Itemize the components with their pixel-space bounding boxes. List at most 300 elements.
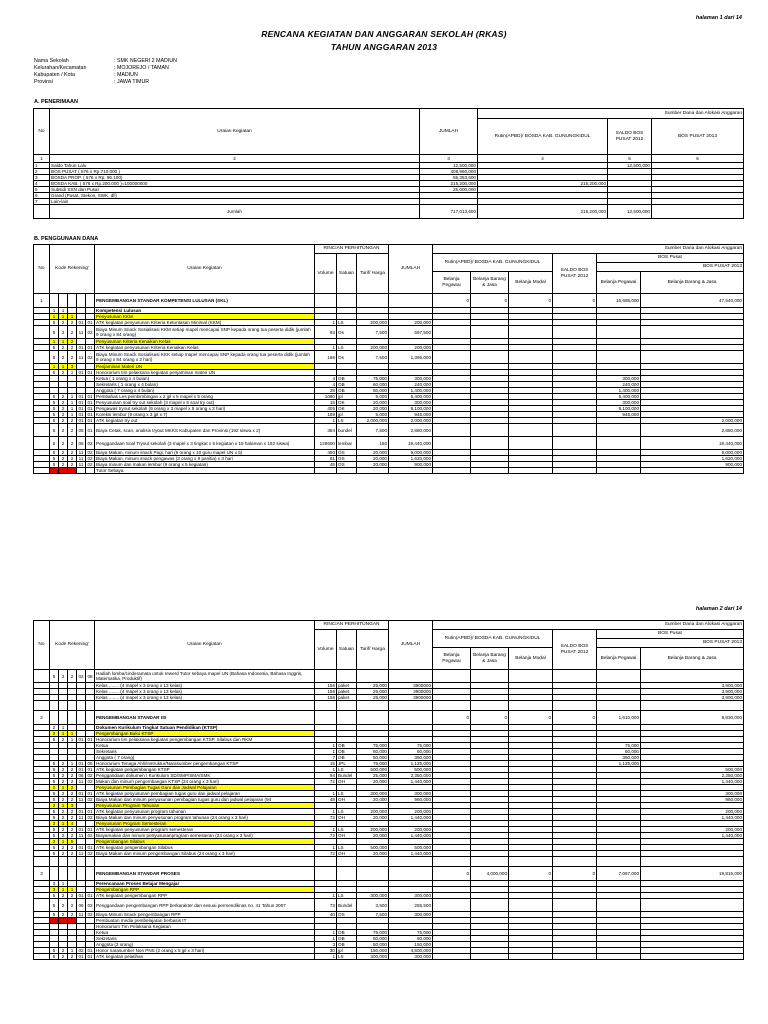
cell-satuan: paket <box>337 695 357 701</box>
cell-uraian: ATK kegiatan pengembangan Silabus <box>95 845 315 851</box>
cell-kode: 01 <box>78 320 84 325</box>
cell-uraian: Pengawas tryout sekolah (9 orang x 3 mapel x 5 orang x 3 hari) <box>95 406 315 412</box>
cell-tarif: 200,000 <box>357 827 389 833</box>
cell-volume <box>315 857 337 867</box>
col-rutin: Rutin(APBD)/ BOSDA KAB. GUNUNGKIDUL <box>433 254 553 272</box>
cell-kode: 1 <box>68 400 77 406</box>
cell-bos-barang: 9,000,000 <box>641 450 744 456</box>
cell-kode: 1 <box>68 406 77 412</box>
cell-kode: 2 <box>68 773 77 779</box>
col-no: No <box>34 621 50 670</box>
cell-rutin-barang <box>471 437 509 450</box>
total-rutin: 215,200,000 <box>478 205 608 219</box>
cell-kode: 5 <box>68 839 77 845</box>
cell-jumlah: 300,000 <box>389 954 433 960</box>
cell-kode: 01 <box>87 954 93 959</box>
cell-kode: 5 <box>50 791 59 797</box>
cell-kode <box>59 867 68 881</box>
col-tarif: Tarif/ Harga <box>357 254 389 294</box>
cell-kode: 1 <box>50 339 59 345</box>
cell-kode <box>59 701 68 711</box>
document-title: RENCANA KEGIATAN DAN ANGGARAN SEKOLAH (RKAS) <box>261 29 507 39</box>
cell-kode: 11 <box>77 797 86 803</box>
cell-uraian: ATK kegiatan penyusunan program tahunan <box>95 809 315 815</box>
cell-volume: 3 <box>315 942 337 948</box>
cell-bos-barang: 3,900,000 <box>641 689 744 695</box>
cell-satuan: jpl <box>337 948 357 954</box>
cell-rutin-barang <box>471 468 509 474</box>
cell-kode: 01 <box>78 400 84 405</box>
cell-kode: 2 <box>59 948 68 954</box>
cell-tarif: 200,000 <box>357 345 389 351</box>
cell-tarif: 2,000,000 <box>357 418 389 424</box>
cell-volume: 1 <box>315 791 337 797</box>
cell-rutin-modal <box>509 899 553 912</box>
cell-satuan: OH <box>337 851 357 857</box>
cell-jumlah: 2,350,000 <box>389 773 433 779</box>
cell-kode: 2 <box>59 797 68 803</box>
cell-kode <box>86 711 95 725</box>
cell-kode: 02 <box>87 912 93 917</box>
cell-rutin-pegawai <box>433 326 471 339</box>
cell-bos-pegawai: 240,000 <box>597 382 641 388</box>
cell-kode: 01 <box>87 767 93 772</box>
cell-bos-barang: 500,000 <box>641 767 744 773</box>
col-number: 2 <box>50 155 420 163</box>
cell-jumlah: 1,395,000 <box>389 351 433 364</box>
cell-jumlah: 200,000 <box>389 809 433 815</box>
cell-satuan: OB <box>337 388 357 394</box>
cell-bos-barang <box>641 326 744 339</box>
cell-uraian: Honorarium Tim Pelaksana Kegiatan <box>95 924 315 930</box>
cell-uraian: Dokumen Kurikulum Tingkat Satuan Pendidikan (KTSP) <box>95 725 315 731</box>
cell-rutin-modal <box>509 670 553 683</box>
cell-jumlah <box>389 857 433 867</box>
cell-volume: 405 <box>315 406 337 412</box>
cell-rutin-modal: 0 <box>509 294 553 308</box>
cell-bos-pegawai: 300,000 <box>597 400 641 406</box>
cell-rutin-modal <box>509 701 553 711</box>
cell-kode: 2 <box>59 406 68 412</box>
cell-kode: 1 <box>59 339 68 345</box>
cell-bos-barang: 2,880,000 <box>641 424 744 437</box>
cell-satuan <box>337 867 357 881</box>
table-row <box>34 351 744 364</box>
cell-kode: 01 <box>87 737 93 742</box>
cell-kode: 11 <box>77 450 86 456</box>
cell-rutin-barang <box>471 670 509 683</box>
cell-volume: 156 <box>315 683 337 689</box>
cell-kode: 02 <box>86 899 95 912</box>
cell-rutin-modal: 0 <box>509 711 553 725</box>
cell-tarif <box>357 857 389 867</box>
cell-kode: 2 <box>50 803 59 809</box>
cell-no: 6 <box>34 193 50 199</box>
cell-kode: 5 <box>50 450 59 456</box>
cell-kode: 1 <box>50 308 59 314</box>
cell-kode: 5 <box>50 412 59 418</box>
cell-volume: 156 <box>315 689 337 695</box>
cell-tarif: 3,500 <box>357 899 389 912</box>
cell-kode: 2 <box>59 412 68 418</box>
cell-jumlah: 2,880,000 <box>389 424 433 437</box>
cell-jumlah: 215,200,000 <box>420 181 478 187</box>
cell-jumlah: 2,000,000 <box>389 418 433 424</box>
cell-jumlah: 200,000 <box>389 345 433 351</box>
cell-kode: 01 <box>86 424 95 437</box>
cell-kode: 2 <box>59 899 68 912</box>
cell-bos-barang: 3,900,000 <box>641 683 744 689</box>
cell-kode: 02 <box>86 351 95 364</box>
cell-bos-pegawai: 75,000 <box>597 743 641 749</box>
cell-bos-pegawai: 16,685,000 <box>597 294 641 308</box>
cell-uraian: ATK kegiatan penyusunan Kriteria Kenaikan Kelas <box>95 345 315 351</box>
cell-kode: 01 <box>78 954 84 959</box>
cell-satuan: OS <box>337 462 357 468</box>
cell-rutin-barang: 4,000,000 <box>471 867 509 881</box>
cell-volume <box>315 670 337 683</box>
cell-satuan: OK <box>337 400 357 406</box>
cell-bos-pegawai <box>597 857 641 867</box>
cell-kode <box>86 468 95 474</box>
cell-kode <box>68 867 77 881</box>
cell-no <box>34 351 50 364</box>
cell-kode <box>77 294 86 308</box>
cell-satuan: OH <box>337 815 357 821</box>
cell-satuan: LS <box>337 845 357 851</box>
cell-kode: 2 <box>68 827 77 833</box>
cell-uraian: ATK kegiatan penyusunan program semesteran <box>95 827 315 833</box>
cell-jumlah <box>389 867 433 881</box>
cell-kode: 2 <box>68 424 77 437</box>
cell-satuan: lembar <box>337 437 357 450</box>
cell-kode: 11 <box>77 779 86 785</box>
info-value: : SMK NEGERI 2 MADIUN <box>114 58 177 64</box>
total-row <box>34 205 744 219</box>
col-uraian: Uraian Kegiatan <box>95 245 315 294</box>
cell-kode: 02 <box>87 773 93 778</box>
section-a-title: A. PENERIMAAN <box>34 99 79 105</box>
cell-volume: 1 <box>315 767 337 773</box>
cell-kode: 2 <box>59 326 68 339</box>
cell-bos-pegawai: 300,000 <box>597 376 641 382</box>
cell-kode: 5 <box>50 893 59 899</box>
cell-kode: 5 <box>50 418 59 424</box>
cell-kode: 01 <box>87 827 93 832</box>
cell-kode: 3 <box>68 803 77 809</box>
cell-volume: 1 <box>315 845 337 851</box>
cell-satuan: LS <box>337 791 357 797</box>
cell-bos-barang <box>641 899 744 912</box>
cell-kode: 1 <box>68 370 77 376</box>
cell-uraian: Honor narasumber Non PNS (2 orang x 5 jpl x 3 hari) <box>95 948 315 954</box>
cell-satuan: paket <box>337 683 357 689</box>
cell-kode: 2 <box>59 370 68 376</box>
cell-jumlah: 255,500 <box>389 899 433 912</box>
cell-kode: 5 <box>50 462 59 468</box>
cell-jumlah: 3900000 <box>389 695 433 701</box>
cell-uraian: Penyusunan Program Tahunan <box>95 803 315 809</box>
cell-tarif: 500,000 <box>357 845 389 851</box>
cell-kode: 1 <box>59 887 68 893</box>
cell-tarif: 50,000 <box>357 755 389 761</box>
cell-rutin-pegawai: 0 <box>433 711 471 725</box>
cell-kode: 1 <box>59 731 68 737</box>
cell-tarif <box>357 294 389 308</box>
cell-jumlah: 75,000 <box>389 743 433 749</box>
cell-kode: 2 <box>68 320 77 326</box>
cell-uraian: ATK kegiatan penyusunan Kriteria Ketuntasan Minimal (KKM) <box>95 320 315 326</box>
cell-kode: 2 <box>59 893 68 899</box>
cell-no: 1 <box>34 294 50 308</box>
cell-kode: 11 <box>77 912 86 918</box>
cell-volume: 1 <box>315 743 337 749</box>
cell-rutin-pegawai <box>433 424 471 437</box>
cell-uraian: Hadiah lomba/cinderamata untuk rewerd Tutor sebaya mapel UN (Bahasa Indonesia, Bahasa Inggris, Matematika, Produktif) <box>95 670 315 683</box>
cell-jumlah: 900,000 <box>389 462 433 468</box>
cell-uraian: Honorarium tim pelaksana kegiatan pengembangan KTSP, Silabus dan RKM <box>95 737 315 743</box>
cell-kode: 1 <box>59 364 68 370</box>
cell-tarif: 20,000 <box>357 450 389 456</box>
cell-kode <box>50 701 59 711</box>
cell-kode: 5 <box>50 400 59 406</box>
header-row <box>34 621 744 630</box>
cell-uraian: Penjaminan Materi UN <box>95 364 315 370</box>
table-row <box>34 294 744 308</box>
cell-kode: 02 <box>87 456 93 461</box>
cell-kode: 01 <box>78 845 84 850</box>
cell-saldo: 0 <box>553 294 597 308</box>
cell-volume: 384 <box>315 424 337 437</box>
cell-uraian: Kelas ........ (4 mapel x 3 orang x 13 kelas) <box>95 695 315 701</box>
cell-jumlah: 60,000 <box>389 749 433 755</box>
cell-kode: 5 <box>50 767 59 773</box>
col-bos-pusat: BOS Pusat <box>597 254 744 263</box>
cell-satuan: OS <box>337 450 357 456</box>
cell-uraian: Anggota (3 orang) <box>95 942 315 948</box>
cell-rutin-pegawai <box>433 351 471 364</box>
cell-volume: 1 <box>315 320 337 326</box>
cell-kode: 1 <box>50 314 59 320</box>
cell-volume: 30 <box>315 948 337 954</box>
page-number: halaman 1 dari 14 <box>695 15 742 21</box>
cell-kode: 5 <box>50 761 59 767</box>
cell-volume: 4 <box>315 376 337 382</box>
cell-jumlah: 150,000 <box>389 942 433 948</box>
cell-kode <box>77 857 86 867</box>
cell-kode: 2 <box>68 670 77 683</box>
cell-kode: 2 <box>59 670 68 683</box>
cell-volume: 4 <box>315 382 337 388</box>
cell-uraian: Honorarium Tenaga Ahli/Instruktur/Narasumber pengembangan KTSP <box>95 761 315 767</box>
cell-jumlah: 300,000 <box>389 376 433 382</box>
cell-kode: 2 <box>68 899 77 912</box>
cell-kode: 01 <box>87 418 93 423</box>
cell-no: 7 <box>34 199 50 205</box>
cell-kode: 01 <box>78 394 84 399</box>
info-label: Kelurahan/Kecamatan <box>34 65 87 71</box>
cell-kode: 01 <box>78 418 84 423</box>
cell-bos-pegawai: 60,000 <box>597 749 641 755</box>
cell-kode: 2 <box>68 833 77 839</box>
cell-bos-pegawai <box>597 468 641 474</box>
cell-volume: 1 <box>315 893 337 899</box>
col-satuan: Satuan <box>337 254 357 294</box>
cell-kode: 01 <box>87 320 93 325</box>
cell-kode: 01 <box>78 345 84 350</box>
cell-satuan: OS <box>337 912 357 918</box>
cell-no <box>34 468 50 474</box>
cell-satuan: Os <box>337 326 357 339</box>
col-belanja-barang-jasa: Belanja Barang & Jasa <box>471 648 509 670</box>
cell-uraian: Biaya Minum Snack Sosialisasi KKK setiap mapel mencapai SNP kepada orang tua peserta didik (jumlah 9 orang x 84 orang x 2 hari) <box>95 351 315 364</box>
cell-tarif: 20,000 <box>357 406 389 412</box>
table-row <box>34 326 744 339</box>
cell-kode: 1 <box>59 881 68 887</box>
cell-kode <box>50 294 59 308</box>
cell-tarif: 7,500 <box>357 912 389 918</box>
cell-kode: 2 <box>68 418 77 424</box>
cell-kode: 02 <box>78 948 84 953</box>
cell-tarif: 25,000 <box>357 773 389 779</box>
cell-kode: 4 <box>68 821 77 827</box>
cell-tarif: 25,000 <box>357 689 389 695</box>
info-row <box>34 65 177 72</box>
cell-volume: 94 <box>315 773 337 779</box>
cell-kode <box>86 294 95 308</box>
cell-jumlah: 19,440,000 <box>389 437 433 450</box>
cell-bos-pegawai: 1,400,000 <box>597 388 641 394</box>
cell-volume: 186 <box>315 351 337 364</box>
cell-bos-pegawai <box>597 424 641 437</box>
cell-kode: 1 <box>59 785 68 791</box>
cell-rutin-modal <box>509 326 553 339</box>
cell-tarif <box>357 468 389 474</box>
cell-kode: 02 <box>87 851 93 856</box>
cell-uraian: ATK kegiatan penyusunan pembagian tugas guru dan jadwal pelajaran <box>95 791 315 797</box>
cell-tarif: 7,500 <box>357 326 389 339</box>
cell-uraian: Kelas ........ (4 mapel x 3 orang x 13 kelas) <box>95 689 315 695</box>
cell-rutin-modal <box>509 437 553 450</box>
cell-jumlah: 200,000 <box>389 827 433 833</box>
cell-no: 2 <box>34 169 50 175</box>
cell-kode <box>50 857 59 867</box>
cell-saldo <box>553 701 597 711</box>
cell-kode: 02 <box>77 670 86 683</box>
cell-bos-barang: 1,620,000 <box>641 456 744 462</box>
cell-kode: 01 <box>87 400 93 405</box>
cell-kode: 5 <box>50 779 59 785</box>
cell-jumlah: 1,440,000 <box>389 851 433 857</box>
cell-kode: 2 <box>59 809 68 815</box>
cell-saldo: 0 <box>553 867 597 881</box>
cell-kode: 11 <box>77 462 86 468</box>
cell-kode: 06 <box>77 424 86 437</box>
total-label: Jumlah <box>50 205 420 219</box>
cell-uraian: Tutor Sebaya <box>95 468 315 474</box>
cell-jumlah: 8,100,000 <box>389 406 433 412</box>
cell-rutin-barang <box>471 351 509 364</box>
cell-tarif: 20,000 <box>357 456 389 462</box>
cell-tarif: 150,000 <box>357 948 389 954</box>
col-uraian: Uraian Kegiatan <box>50 109 420 155</box>
cell-satuan: paket <box>337 689 357 695</box>
cell-bos-barang: 8,830,000 <box>641 711 744 725</box>
cell-uraian: Penyusunan Kriteria Kenaikan Kelas <box>95 339 315 345</box>
cell-uraian: Koreksi lembur (9 orang x 3 jpl x 7) <box>95 412 315 418</box>
cell-kode: 01 <box>87 406 93 411</box>
cell-uraian: Biayamakan dan minum penyusunanprogram semesteran (24 orang x 3 hari) <box>95 833 315 839</box>
col-number: 6 <box>652 155 744 163</box>
cell-saldo <box>553 954 597 960</box>
cell-kode: 5 <box>50 737 59 743</box>
cell-uraian: Penggandaan pengembangan RPP berkarakter dan sesuai permendiknas no. 41 Tahun 2007 <box>95 899 315 912</box>
cell-jumlah: 200,000 <box>389 320 433 326</box>
cell-bos-barang: 2,000,000 <box>641 418 744 424</box>
cell-uraian: Biaya Minum Snack pengembangan RPP <box>95 912 315 918</box>
info-value: : MADIUN <box>114 72 138 78</box>
cell-no <box>34 899 50 912</box>
cell-kode: 2 <box>59 851 68 857</box>
col-jumlah: JUMLAH <box>389 245 433 294</box>
col-saldo: SALDO BOS PUSAT 2012 <box>553 630 597 670</box>
cell-kode <box>77 711 86 725</box>
cell-jumlah: 25,000,000 <box>420 187 478 193</box>
cell-bos-pegawai <box>597 326 641 339</box>
cell-satuan <box>337 857 357 867</box>
cell-uraian <box>95 701 315 711</box>
cell-jumlah: 1,440,000 <box>389 779 433 785</box>
cell-kode: 5 <box>50 345 59 351</box>
cell-volume <box>315 468 337 474</box>
cell-bos-barang: 47,540,000 <box>641 294 744 308</box>
cell-volume: 1 <box>315 418 337 424</box>
cell-rutin-pegawai <box>433 670 471 683</box>
cell-kode: 2 <box>59 954 68 960</box>
cell-no: 4 <box>34 181 50 187</box>
cell-kode: 11 <box>77 851 86 857</box>
cell-rutin-barang <box>471 701 509 711</box>
cell-satuan: LS <box>337 809 357 815</box>
cell-kode: 2 <box>59 418 68 424</box>
cell-kode: 02 <box>86 437 95 450</box>
cell-jumlah: 500,000 <box>389 845 433 851</box>
col-belanja-pegawai: Belanja Pegawai <box>433 272 471 294</box>
cell-uraian: ATK kegiatan pengembangan KTSP <box>95 767 315 773</box>
cell-tarif <box>357 701 389 711</box>
cell-rutin-pegawai <box>433 437 471 450</box>
cell-uraian: Pembahas Les pembimbingan x 2 jpl x 5 mapel x 5 orang <box>95 394 315 400</box>
col-belanja-modal: Belanja Modal <box>509 272 553 294</box>
cell-satuan: OB <box>337 749 357 755</box>
col-bos-belanja-barang-jasa: Belanja Barang & Jasa <box>641 648 744 670</box>
cell-kode: 11 <box>77 833 86 839</box>
cell-jumlah: 240,000 <box>389 382 433 388</box>
cell-kode: 01 <box>87 893 93 898</box>
cell-kode: 5 <box>50 370 59 376</box>
cell-uraian: Saldo Tahun Lalu <box>50 163 420 169</box>
cell-volume: 156 <box>315 695 337 701</box>
cell-tarif <box>357 867 389 881</box>
cell-kode: 02 <box>87 815 93 820</box>
cell-volume: 1 <box>315 809 337 815</box>
cell-volume: 15 <box>315 761 337 767</box>
cell-kode: 1 <box>68 731 77 737</box>
cell-saldo <box>553 670 597 683</box>
cell-rutin-pegawai <box>433 468 471 474</box>
cell-rutin-barang: 0 <box>471 294 509 308</box>
cell-kode: 2 <box>68 797 77 803</box>
